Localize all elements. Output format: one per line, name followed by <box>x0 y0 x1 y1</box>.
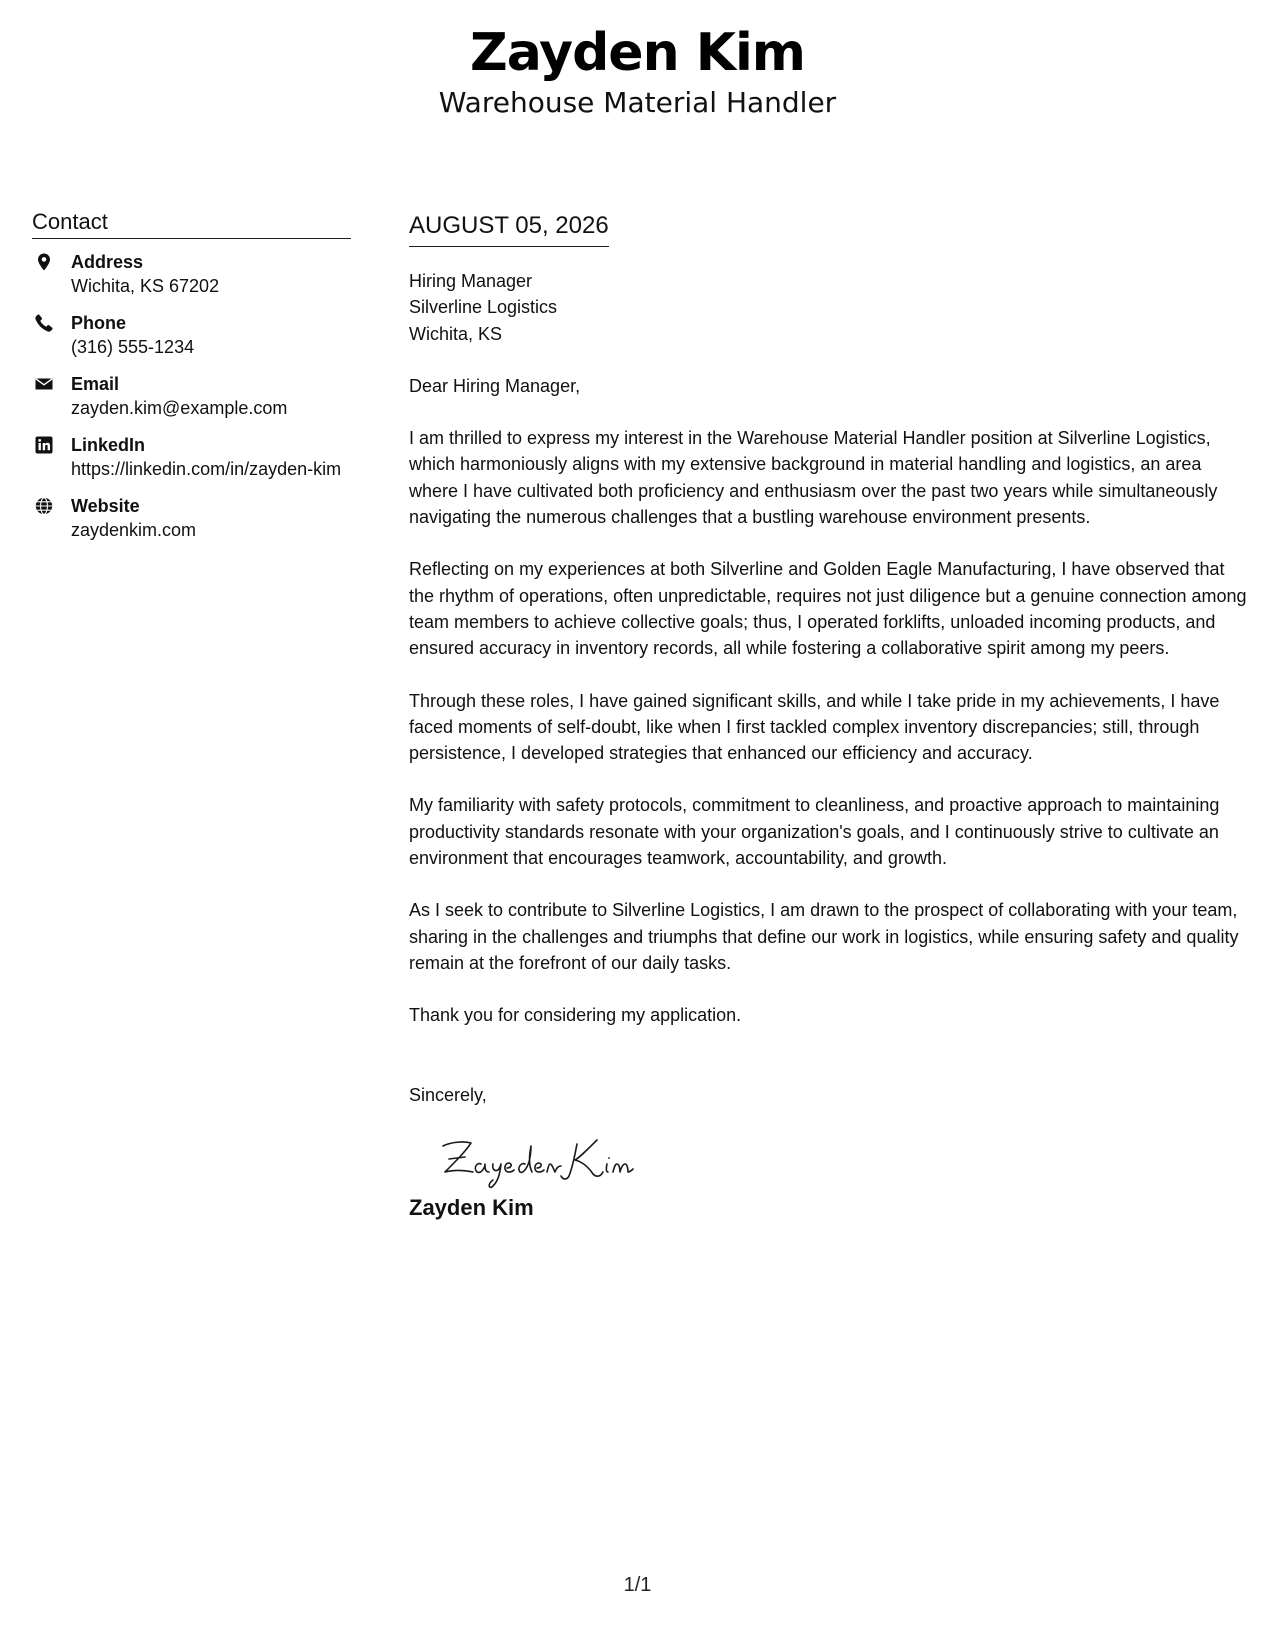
contact-heading: Contact <box>32 208 351 239</box>
contact-label: Website <box>71 496 140 516</box>
paragraph: As I seek to contribute to Silverline Logistics, I am drawn to the prospect of collaborating with your team, sharing in the challenges and triumphs that define our work in logistics, while ensuring safety and quality remain at the forefront of our daily tasks. <box>409 900 1239 973</box>
salutation: Dear Hiring Manager, <box>409 375 581 396</box>
resume-header <box>0 22 1275 120</box>
website-value[interactable]: zaydenkim.com <box>71 520 197 540</box>
contact-item-phone <box>32 311 351 360</box>
letter-date: AUGUST 05, 2026 <box>409 210 609 247</box>
phone-value: (316) 555-1234 <box>71 337 195 357</box>
contact-item-website <box>32 494 351 543</box>
applicant-name: Zayden Kim <box>469 23 805 83</box>
phone-icon <box>34 313 54 333</box>
contact-label: Address <box>71 252 144 272</box>
recipient-name: Hiring Manager <box>409 271 533 291</box>
paragraph: Reflecting on my experiences at both Silverline and Golden Eagle Manufacturing, I have observed that the rhythm of operations, often unpredictable, requires not just diligence but a genuine connection among team members to achieve collective goals; thus, I operated forklifts, unloaded incoming products, and ensured accuracy in inventory records, all while fostering a collaborative spirit among my peers. <box>409 559 1247 659</box>
signature-image <box>437 1126 667 1192</box>
applicant-title: Warehouse Material Handler <box>438 86 837 119</box>
contact-label: LinkedIn <box>71 435 146 455</box>
paragraph: I am thrilled to express my interest in the Warehouse Material Handler position at Silverline Logistics, which harmoniously aligns with my extensive background in material handling and logistics, an area where I have cultivated both proficiency and enthusiasm over the past two years while simultaneously navigating the numerous challenges that a bustling warehouse environment presents. <box>409 428 1218 528</box>
contact-list <box>32 250 351 543</box>
contact-label: Email <box>71 374 120 394</box>
address-value: Wichita, KS 67202 <box>71 276 220 296</box>
page-number: 1/1 <box>623 1574 652 1596</box>
recipient-location: Wichita, KS <box>409 323 503 344</box>
signature-drawing <box>437 1126 667 1192</box>
email-value[interactable]: zayden.kim@example.com <box>71 398 288 418</box>
linkedin-icon <box>34 435 54 455</box>
paragraph: Thank you for considering my application. <box>409 1005 742 1026</box>
letter-body <box>409 210 1249 1222</box>
paragraph: Through these roles, I have gained significant skills, and while I take pride in my achievements, I have faced moments of self-doubt, like when I first tackled complex inventory discrepancies; still, through persistence, I developed strategies that enhanced our efficiency and accuracy. <box>409 690 1220 764</box>
globe-icon <box>34 496 54 516</box>
closing: Sincerely, <box>409 1084 487 1105</box>
linkedin-value[interactable]: https://linkedin.com/in/zayden-kim <box>71 459 342 479</box>
contact-item-email <box>32 372 351 421</box>
contact-item-linkedin <box>32 433 351 482</box>
contact-sidebar <box>32 208 351 555</box>
contact-label: Phone <box>71 313 127 333</box>
recipient-block <box>409 268 1249 347</box>
signed-name: Zayden Kim <box>409 1194 534 1220</box>
map-pin-icon <box>34 252 54 272</box>
recipient-company: Silverline Logistics <box>409 297 558 318</box>
paragraph: My familiarity with safety protocols, commitment to cleanliness, and proactive approach to maintaining productivity standards resonate with your organization's goals, and I continuously strive to cultivate an environment that encourages teamwork, accountability, and growth. <box>409 795 1220 869</box>
contact-item-address <box>32 250 351 299</box>
envelope-icon <box>34 374 54 394</box>
